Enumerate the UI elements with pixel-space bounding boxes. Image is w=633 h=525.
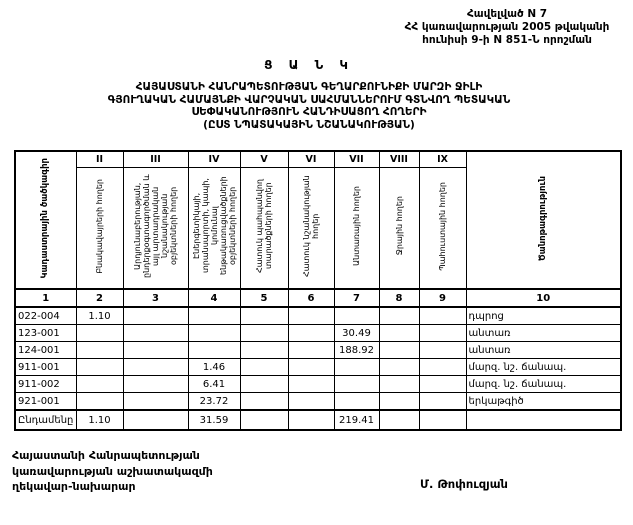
table-row <box>15 342 621 359</box>
signatory-title-line-2: կառավարության աշխատակազմի <box>12 464 213 478</box>
numeral-V: V <box>240 151 288 168</box>
total-note-cell <box>466 410 621 430</box>
title-line-1: ՀԱՅԱՍՏԱՆԻ ՀԱՆՐԱՊԵՏՈՒԹՅԱՆ ԳԵՂԱՐՔՈՒՆԻՔԻ ՄԱՐԶԻ ՋԻԼԻ <box>135 81 483 93</box>
total-value-cell <box>123 410 188 430</box>
cadastral-code: 124-001 <box>15 342 76 359</box>
value-cell <box>123 393 188 411</box>
value-cell: 188.92 <box>334 342 379 359</box>
value-cell: 6.41 <box>188 376 240 393</box>
total-value-cell <box>288 410 334 430</box>
numeral-VI: VI <box>288 151 334 168</box>
value-cell <box>123 307 188 325</box>
value-cell <box>419 307 466 325</box>
numeral-VIII: VIII <box>379 151 419 168</box>
title-line-3: ՍԵՓԱԿԱՆՈՒԹՅՈՒՆ ՀԱՆԴԻՍԱՑՈՂ ՀՈՂԵՐԻ <box>191 106 427 118</box>
title-line-2: ԳՅՈՒՂԱԿԱՆ ՀԱՄԱՅՆՔԻ ՎԱՐՉԱԿԱՆ ՍԱՀՄԱՆՆԵՐՈՒՄ ԳՏՆՎՈՂ ՊԵՏԱԿԱՆ <box>107 93 511 106</box>
document-heading: Ց Ա Ն Կ <box>264 58 354 72</box>
col-number-7: 7 <box>334 289 379 307</box>
value-cell <box>240 307 288 325</box>
value-cell <box>288 393 334 411</box>
total-label: Ընդամենը <box>15 410 76 430</box>
col-number-1: 1 <box>15 289 76 307</box>
value-cell <box>379 393 419 411</box>
value-cell <box>76 342 123 359</box>
value-cell: 1.10 <box>76 307 123 325</box>
value-cell <box>334 393 379 411</box>
value-cell <box>419 376 466 393</box>
value-cell <box>379 342 419 359</box>
total-row <box>15 410 621 430</box>
value-cell <box>334 307 379 325</box>
note-cell: անտառ <box>466 342 621 359</box>
note-cell: մարզ. նշ. ճանապ. <box>466 359 621 376</box>
value-cell <box>334 359 379 376</box>
value-cell <box>240 359 288 376</box>
total-value-cell <box>419 410 466 430</box>
title-block <box>20 58 598 131</box>
value-cell: 30.49 <box>334 325 379 342</box>
value-cell <box>76 376 123 393</box>
numeral-VII: VII <box>334 151 379 168</box>
table-row <box>15 359 621 376</box>
header-protected-lands: Հատուկ պահպանվող տարածքների հողեր <box>240 168 288 290</box>
value-cell <box>379 359 419 376</box>
header-cadastral-code-label: Կադաստրային ծածկագիր <box>40 158 51 279</box>
cadastral-code: 123-001 <box>15 325 76 342</box>
value-cell <box>76 325 123 342</box>
value-cell <box>379 307 419 325</box>
value-cell <box>188 307 240 325</box>
col-number-3: 3 <box>123 289 188 307</box>
value-cell <box>288 307 334 325</box>
numeral-II: II <box>76 151 123 168</box>
signatory-title-line-3: ղեկավար-նախարար <box>12 480 136 493</box>
value-cell <box>76 393 123 411</box>
value-cell <box>76 359 123 376</box>
value-cell: 23.72 <box>188 393 240 411</box>
appendix-line-3: հունիսի 9-ի N 851-Ն որոշման <box>422 34 592 46</box>
value-cell <box>240 342 288 359</box>
value-cell <box>240 376 288 393</box>
note-cell: մարզ. նշ. ճանապ. <box>466 376 621 393</box>
value-cell <box>240 393 288 411</box>
value-cell <box>288 325 334 342</box>
note-cell: երկաթգիծ <box>466 393 621 411</box>
value-cell <box>419 342 466 359</box>
note-cell: անտառ <box>466 325 621 342</box>
table-row <box>15 325 621 342</box>
value-cell <box>188 342 240 359</box>
header-infrastructure-lands: Էներգետիկայի, տրանսպորտի, կապի, կոմունալ ենթակառուցվածքների օբյեկտների հողեր <box>188 168 240 290</box>
roman-numeral-row <box>15 151 621 168</box>
value-cell <box>123 376 188 393</box>
header-settlement-lands: Բնակավայրերի հողեր <box>76 168 123 290</box>
value-cell <box>419 359 466 376</box>
value-cell <box>334 376 379 393</box>
header-forest-lands: Անտառային հողեր <box>334 168 379 290</box>
col-number-4: 4 <box>188 289 240 307</box>
numeral-III: III <box>123 151 188 168</box>
header-cadastral-code <box>15 151 76 289</box>
total-value-cell <box>240 410 288 430</box>
col-number-6: 6 <box>288 289 334 307</box>
col-number-5: 5 <box>240 289 288 307</box>
value-cell <box>188 325 240 342</box>
table-row <box>15 307 621 325</box>
value-cell <box>379 376 419 393</box>
value-cell: 1.46 <box>188 359 240 376</box>
appendix-block <box>386 8 628 47</box>
signatory-title-line-1: Հայաստանի Հանրապետության <box>12 449 200 462</box>
appendix-line-2: ՀՀ կառավարության 2005 թվականի <box>404 21 610 33</box>
value-cell <box>379 325 419 342</box>
header-water-lands: Ջրային հողեր <box>379 168 419 290</box>
value-cell <box>123 342 188 359</box>
total-value-cell: 31.59 <box>188 410 240 430</box>
header-notes <box>466 151 621 289</box>
column-number-row <box>15 289 621 307</box>
header-reserve-lands: Պահուստային հողեր <box>419 168 466 290</box>
col-number-2: 2 <box>76 289 123 307</box>
header-industrial-lands: Արդյունաբերության, ընդերքօգտագործման և այլ արտադրական նշանակության օբյեկտների հողեր <box>123 168 188 290</box>
note-cell: դպրոց <box>466 307 621 325</box>
total-value-cell <box>379 410 419 430</box>
appendix-line-1: Հավելված N 7 <box>466 8 548 20</box>
title-line-4: (ԸՍՏ ՆՊԱՏԱԿԱՅԻՆ ՆՇԱՆԱԿՈՒԹՅԱՆ) <box>203 118 415 131</box>
land-category-table <box>14 150 622 431</box>
value-cell <box>240 325 288 342</box>
cadastral-code: 022-004 <box>15 307 76 325</box>
value-cell <box>288 359 334 376</box>
value-cell <box>123 325 188 342</box>
col-number-9: 9 <box>419 289 466 307</box>
table-row <box>15 376 621 393</box>
total-value-cell: 1.10 <box>76 410 123 430</box>
signatory-name: Մ. Թոփուզյան <box>420 477 508 491</box>
value-cell <box>288 342 334 359</box>
value-cell <box>123 359 188 376</box>
cadastral-code: 911-002 <box>15 376 76 393</box>
header-special-purpose-lands: Հատուկ նշանակության հողեր <box>288 168 334 290</box>
value-cell <box>419 325 466 342</box>
signatory-title-block <box>12 448 213 495</box>
value-cell <box>419 393 466 411</box>
col-number-10: 10 <box>466 289 621 307</box>
numeral-IX: IX <box>419 151 466 168</box>
cadastral-code: 911-001 <box>15 359 76 376</box>
numeral-IV: IV <box>188 151 240 168</box>
header-notes-label: Ծանոթագրություն <box>537 175 548 262</box>
value-cell <box>288 376 334 393</box>
cadastral-code: 921-001 <box>15 393 76 411</box>
total-value-cell: 219.41 <box>334 410 379 430</box>
table-row <box>15 393 621 411</box>
col-number-8: 8 <box>379 289 419 307</box>
